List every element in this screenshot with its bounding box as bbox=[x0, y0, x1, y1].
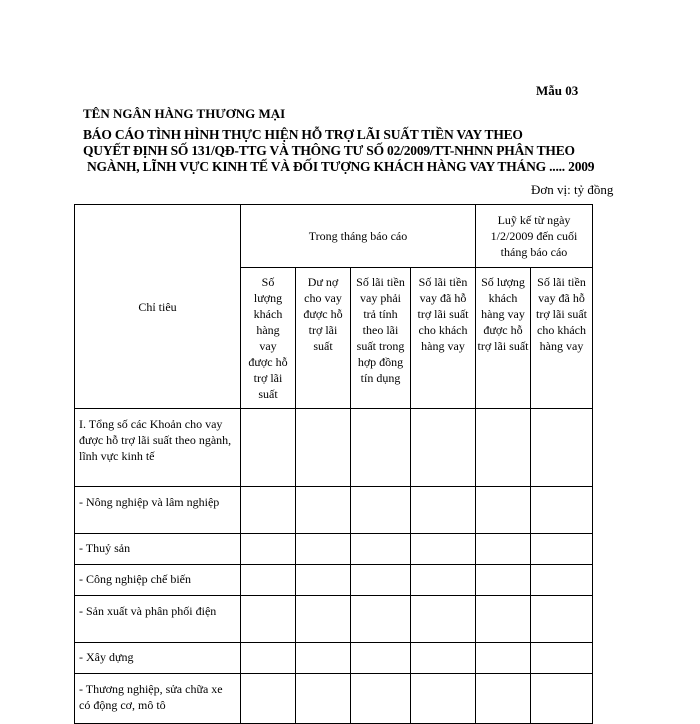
table-row bbox=[75, 674, 593, 724]
data-cell bbox=[531, 643, 593, 674]
report-title-line-3: NGÀNH, LĨNH VỰC KINH TẾ VÀ ĐỐI TƯỢNG KHÁCH HÀNG VAY THÁNG ..... 2009 bbox=[87, 159, 595, 174]
column-header: Số lãi tiền vay đã hỗ trợ lãi suất cho khách hàng vay bbox=[411, 268, 476, 409]
bank-name: TÊN NGÂN HÀNG THƯƠNG MẠI bbox=[83, 106, 286, 121]
data-cell bbox=[476, 596, 531, 643]
data-cell bbox=[241, 487, 296, 534]
table-row bbox=[75, 534, 593, 565]
data-cell bbox=[476, 409, 531, 487]
data-cell bbox=[411, 674, 476, 724]
data-cell bbox=[531, 565, 593, 596]
row-label: - Thuỷ sản bbox=[75, 534, 241, 565]
data-cell bbox=[241, 565, 296, 596]
cumulative-group-header: Luỹ kế từ ngày 1/2/2009 đến cuối tháng báo cáo bbox=[476, 205, 593, 268]
data-cell bbox=[296, 674, 351, 724]
table-row bbox=[75, 596, 593, 643]
data-cell bbox=[351, 674, 411, 724]
data-cell bbox=[531, 596, 593, 643]
column-header: Số lượng khách hàng vay được hỗ trợ lãi suất bbox=[476, 268, 531, 409]
data-cell bbox=[351, 409, 411, 487]
row-label: I. Tổng số các Khoản cho vay được hỗ trợ lãi suất theo ngành, lĩnh vực kinh tế bbox=[75, 409, 241, 487]
report-title-line-1: BÁO CÁO TÌNH HÌNH THỰC HIỆN HỖ TRỢ LÃI SUẤT TIỀN VAY THEO bbox=[83, 127, 523, 142]
data-cell bbox=[241, 596, 296, 643]
column-header: Số lãi tiền vay phải trả tính theo lãi suất trong hợp đồng tín dụng bbox=[351, 268, 411, 409]
data-cell bbox=[531, 674, 593, 724]
data-cell bbox=[476, 534, 531, 565]
column-header: Số lượng khách hàng vay được hỗ trợ lãi suất bbox=[241, 268, 296, 409]
table-row bbox=[75, 409, 593, 487]
data-cell bbox=[411, 409, 476, 487]
data-cell bbox=[411, 643, 476, 674]
data-cell bbox=[476, 674, 531, 724]
data-cell bbox=[351, 643, 411, 674]
report-table bbox=[74, 204, 593, 724]
data-cell bbox=[531, 409, 593, 487]
data-cell bbox=[241, 534, 296, 565]
data-cell bbox=[476, 643, 531, 674]
table-row bbox=[75, 643, 593, 674]
data-cell bbox=[351, 534, 411, 565]
form-number: Mẫu 03 bbox=[536, 83, 579, 98]
data-cell bbox=[296, 487, 351, 534]
data-cell bbox=[351, 565, 411, 596]
data-cell bbox=[296, 409, 351, 487]
data-cell bbox=[476, 487, 531, 534]
table-row bbox=[75, 487, 593, 534]
row-label: - Công nghiệp chế biến bbox=[75, 565, 241, 596]
data-cell bbox=[241, 409, 296, 487]
data-cell bbox=[241, 674, 296, 724]
data-cell bbox=[411, 565, 476, 596]
unit-label: Đơn vị: tỷ đồng bbox=[531, 182, 614, 197]
header-row-groups bbox=[75, 205, 593, 268]
data-cell bbox=[241, 643, 296, 674]
row-label: - Sản xuất và phân phối điện bbox=[75, 596, 241, 643]
data-cell bbox=[296, 565, 351, 596]
data-cell bbox=[296, 534, 351, 565]
data-cell bbox=[531, 534, 593, 565]
column-header: Dư nợ cho vay được hỗ trợ lãi suất bbox=[296, 268, 351, 409]
column-header: Số lãi tiền vay đã hỗ trợ lãi suất cho khách hàng vay bbox=[531, 268, 593, 409]
data-cell bbox=[476, 565, 531, 596]
data-cell bbox=[411, 534, 476, 565]
row-label: - Nông nghiệp và lâm nghiệp bbox=[75, 487, 241, 534]
data-cell bbox=[296, 643, 351, 674]
data-cell bbox=[351, 487, 411, 534]
row-label: - Xây dựng bbox=[75, 643, 241, 674]
data-cell bbox=[411, 596, 476, 643]
table-row bbox=[75, 565, 593, 596]
data-cell bbox=[351, 596, 411, 643]
data-cell bbox=[411, 487, 476, 534]
data-cell bbox=[531, 487, 593, 534]
indicator-header: Chỉ tiêu bbox=[75, 205, 241, 409]
row-label: - Thương nghiệp, sửa chữa xe có động cơ, mô tô bbox=[75, 674, 241, 724]
report-title-line-2: QUYẾT ĐỊNH SỐ 131/QĐ-TTG VÀ THÔNG TƯ SỐ 02/2009/TT-NHNN PHÂN THEO bbox=[83, 143, 575, 158]
data-cell bbox=[296, 596, 351, 643]
current-month-group-header: Trong tháng báo cáo bbox=[241, 205, 476, 268]
